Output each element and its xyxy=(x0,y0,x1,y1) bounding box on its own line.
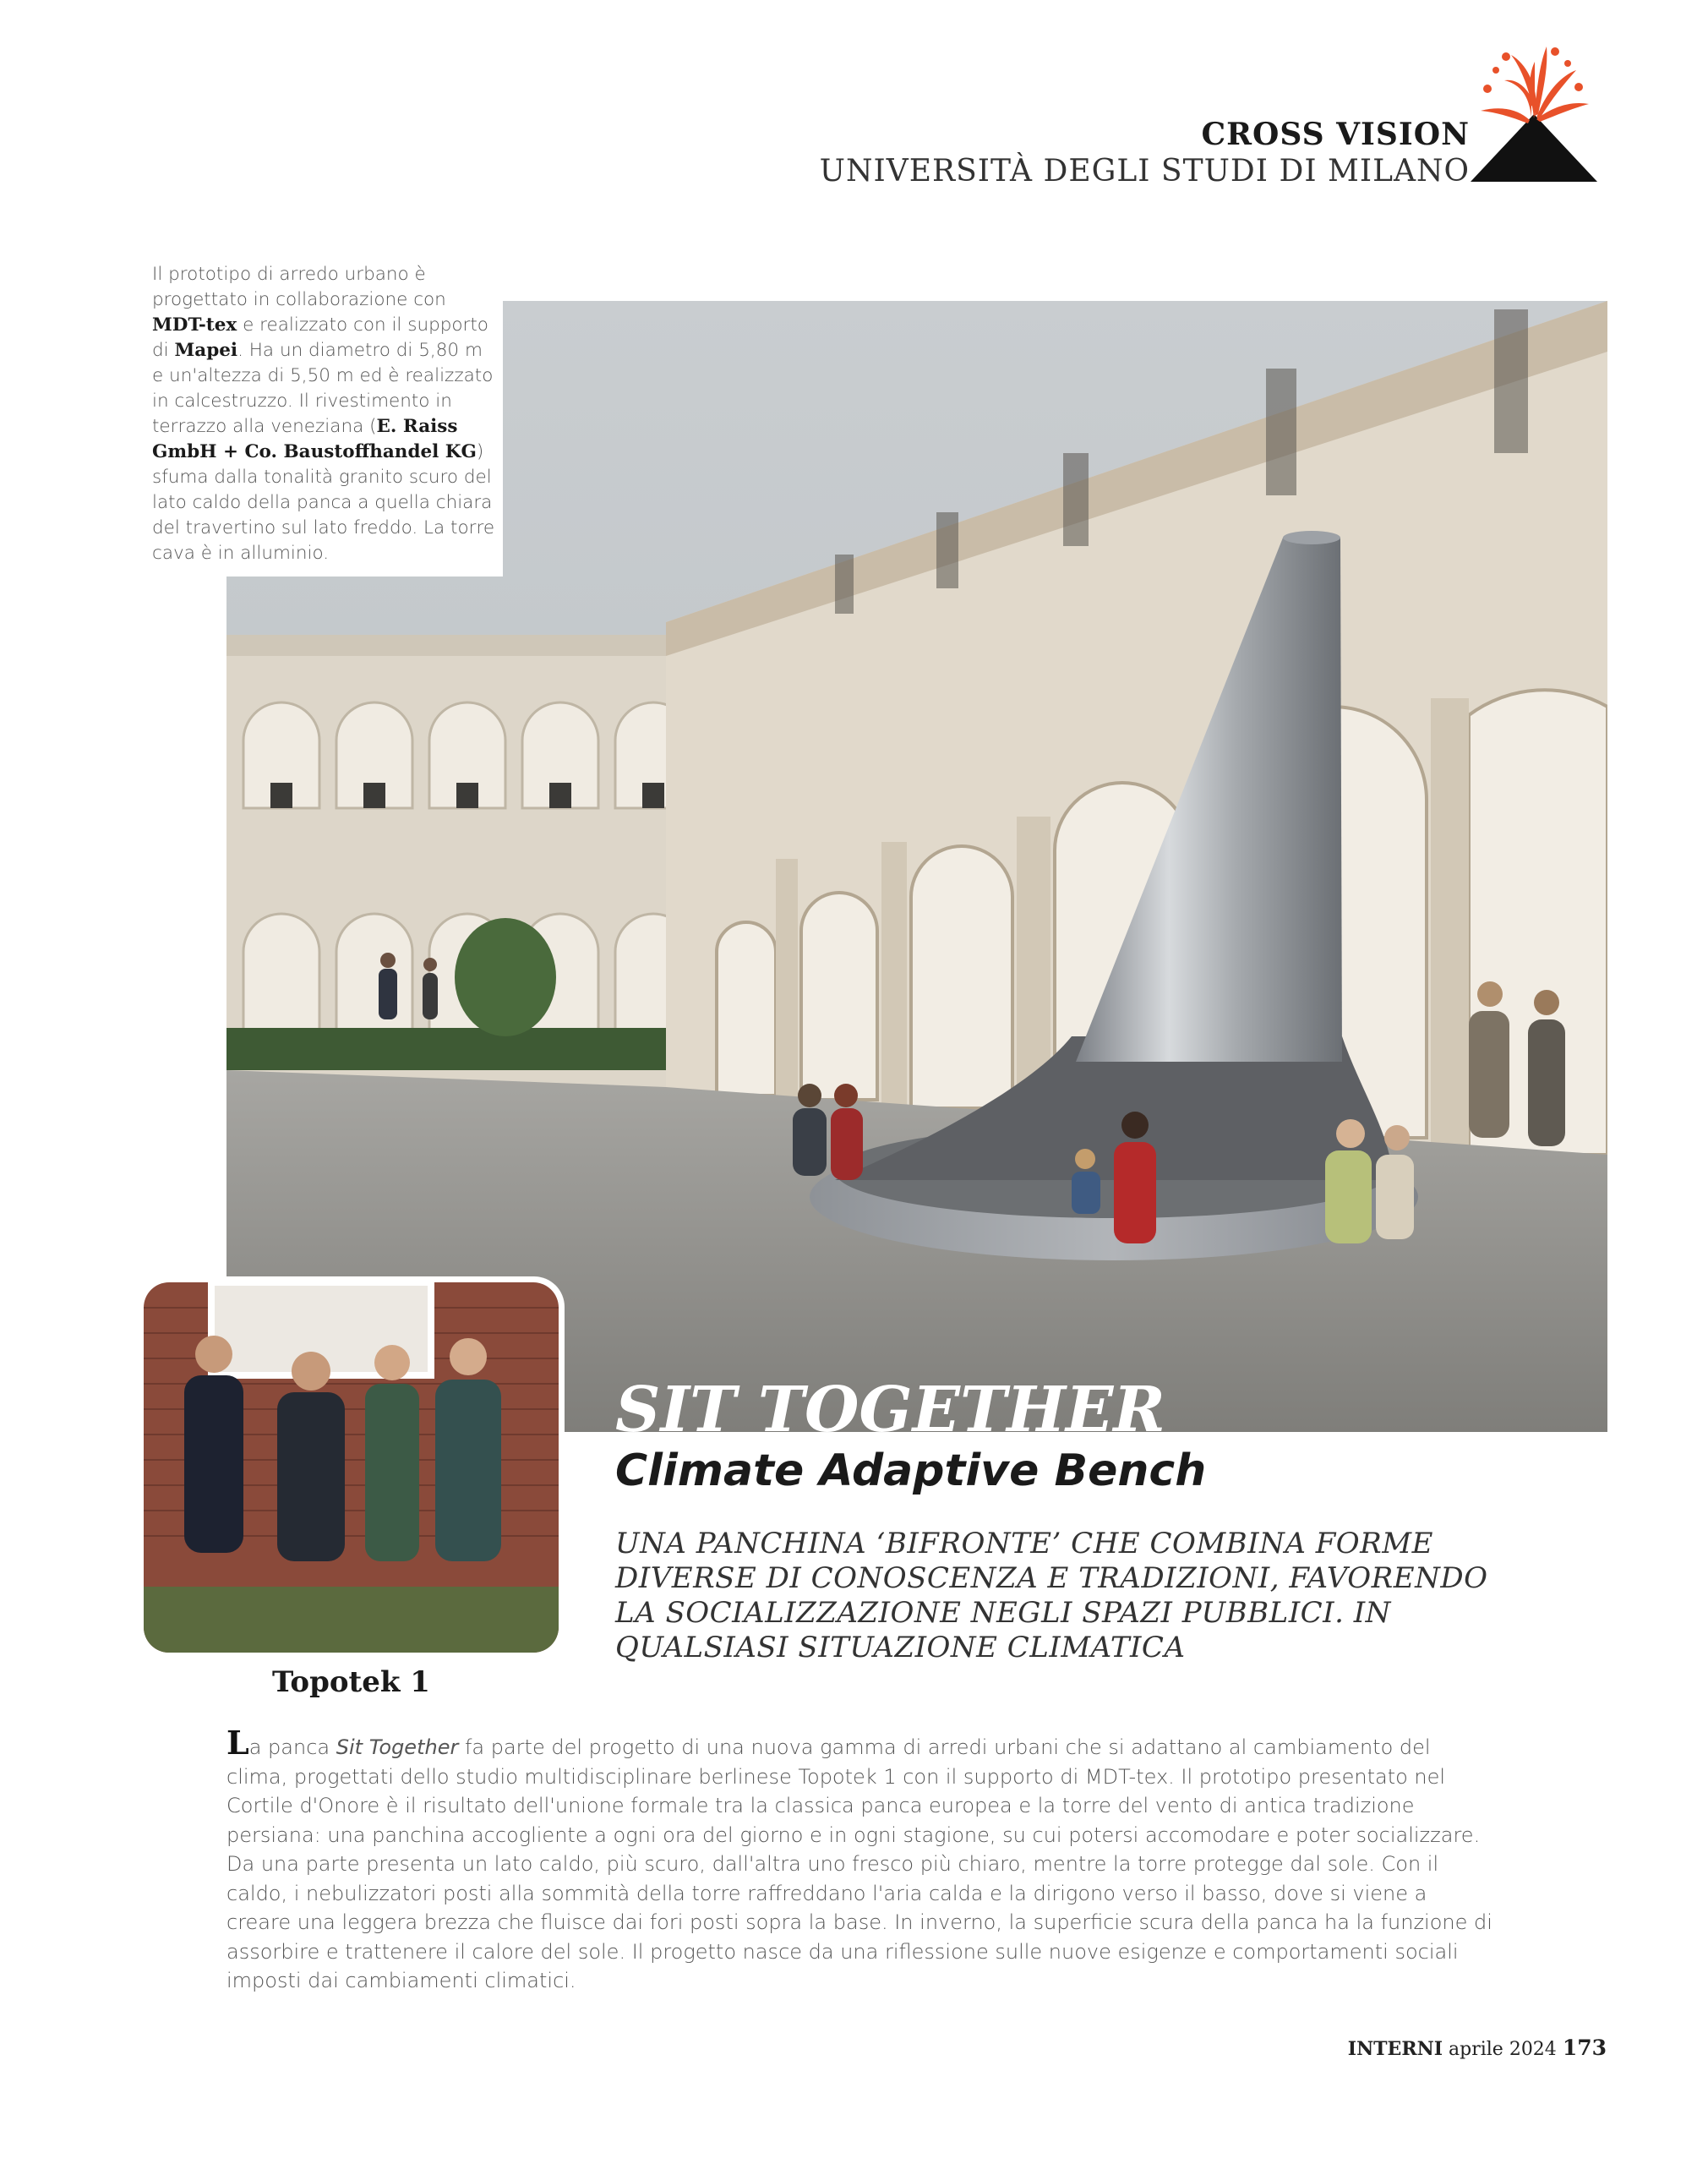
caption-bold: Mapei xyxy=(174,340,238,361)
photo-label: Topotek 1 xyxy=(272,1665,430,1699)
article-title: SIT TOGETHER xyxy=(615,1374,1165,1446)
page-number: 173 xyxy=(1562,2036,1607,2060)
issue-date: aprile 2024 xyxy=(1449,2039,1557,2060)
magazine-name: INTERNI xyxy=(1347,2038,1443,2060)
caption-text: e realizzato con il supporto di xyxy=(152,314,488,361)
body-text: fa parte del progetto di una nuova gamma di arredi urbani che si adattano al cambiamento del clima, progettati dello studio multidisciplinare berlinese Topotek 1 con il supporto di MDT-tex. Il prototipo presentato nel Cortile d'Onore è il risultato dell'unione formale tra la classica panca europea e la torre del vento di antica tradizione persiana: una panchina accogliente a ogni ora del giorno e in ogni stagione, su cui potersi accomodare e poter socializzare. Da una parte presenta un lato caldo, più scuro, dall'altra uno fresco più chiaro, mentre la torre protegge dal sole. Con il caldo, i nebulizzatori posti alla sommità della torre raffreddano l'aria calda e la dirigono verso il basso, dove si viene a creare una leggera brezza che fluisce dai fori posti sopra la base. In inverno, la superficie scura della panca ha la funzione di assorbire e trattenere il calore del sole. Il progetto nasce da una riflessione sulle nuove esigenze e comportamenti sociali imposti dai cambiamenti climatici. xyxy=(226,1735,1492,1992)
caption-text: Il prototipo di arredo urbano è progettato in collaborazione con xyxy=(152,264,446,310)
caption-bold: E. Raiss GmbH + Co. Baustoffhandel KG xyxy=(152,416,477,462)
article-body xyxy=(226,1724,1494,1996)
body-italic: Sit Together xyxy=(336,1735,459,1759)
team-photo xyxy=(144,1282,559,1653)
article-subtitle: Climate Adaptive Bench xyxy=(615,1445,1207,1496)
caption-bold: MDT-tex xyxy=(152,314,237,336)
section-subtitle: UNIVERSITÀ DEGLI STUDI DI MILANO xyxy=(819,154,1470,189)
caption-panel xyxy=(152,254,503,577)
page-footer xyxy=(1348,2036,1607,2060)
volcano-icon xyxy=(1471,38,1597,186)
team-photo-frame xyxy=(138,1276,565,1659)
image-caption xyxy=(152,262,499,566)
caption-text: ) sfuma dalla tonalità granito scuro del lato caldo della panca a quella chiara del travertino sul lato freddo. La torre cava è in alluminio. xyxy=(152,441,495,564)
body-text: a panca xyxy=(248,1735,336,1759)
caption-text: . Ha un diametro di 5,80 m e un'altezza di 5,50 m ed è realizzato in calcestruzzo. Il rivestimento in terrazzo alla veneziana ( xyxy=(152,340,494,437)
drop-cap: L xyxy=(226,1724,249,1762)
section-title: CROSS VISION xyxy=(1201,117,1470,152)
standfirst: UNA PANCHINA ‘BIFRONTE’ CHE COMBINA FORME DIVERSE DI CONOSCENZA E TRADIZIONI, FAVORENDO LA SOCIALIZZAZIONE NEGLI SPAZI PUBBLICI. IN QUALSIASI SITUAZIONE CLIMATICA xyxy=(615,1527,1488,1664)
